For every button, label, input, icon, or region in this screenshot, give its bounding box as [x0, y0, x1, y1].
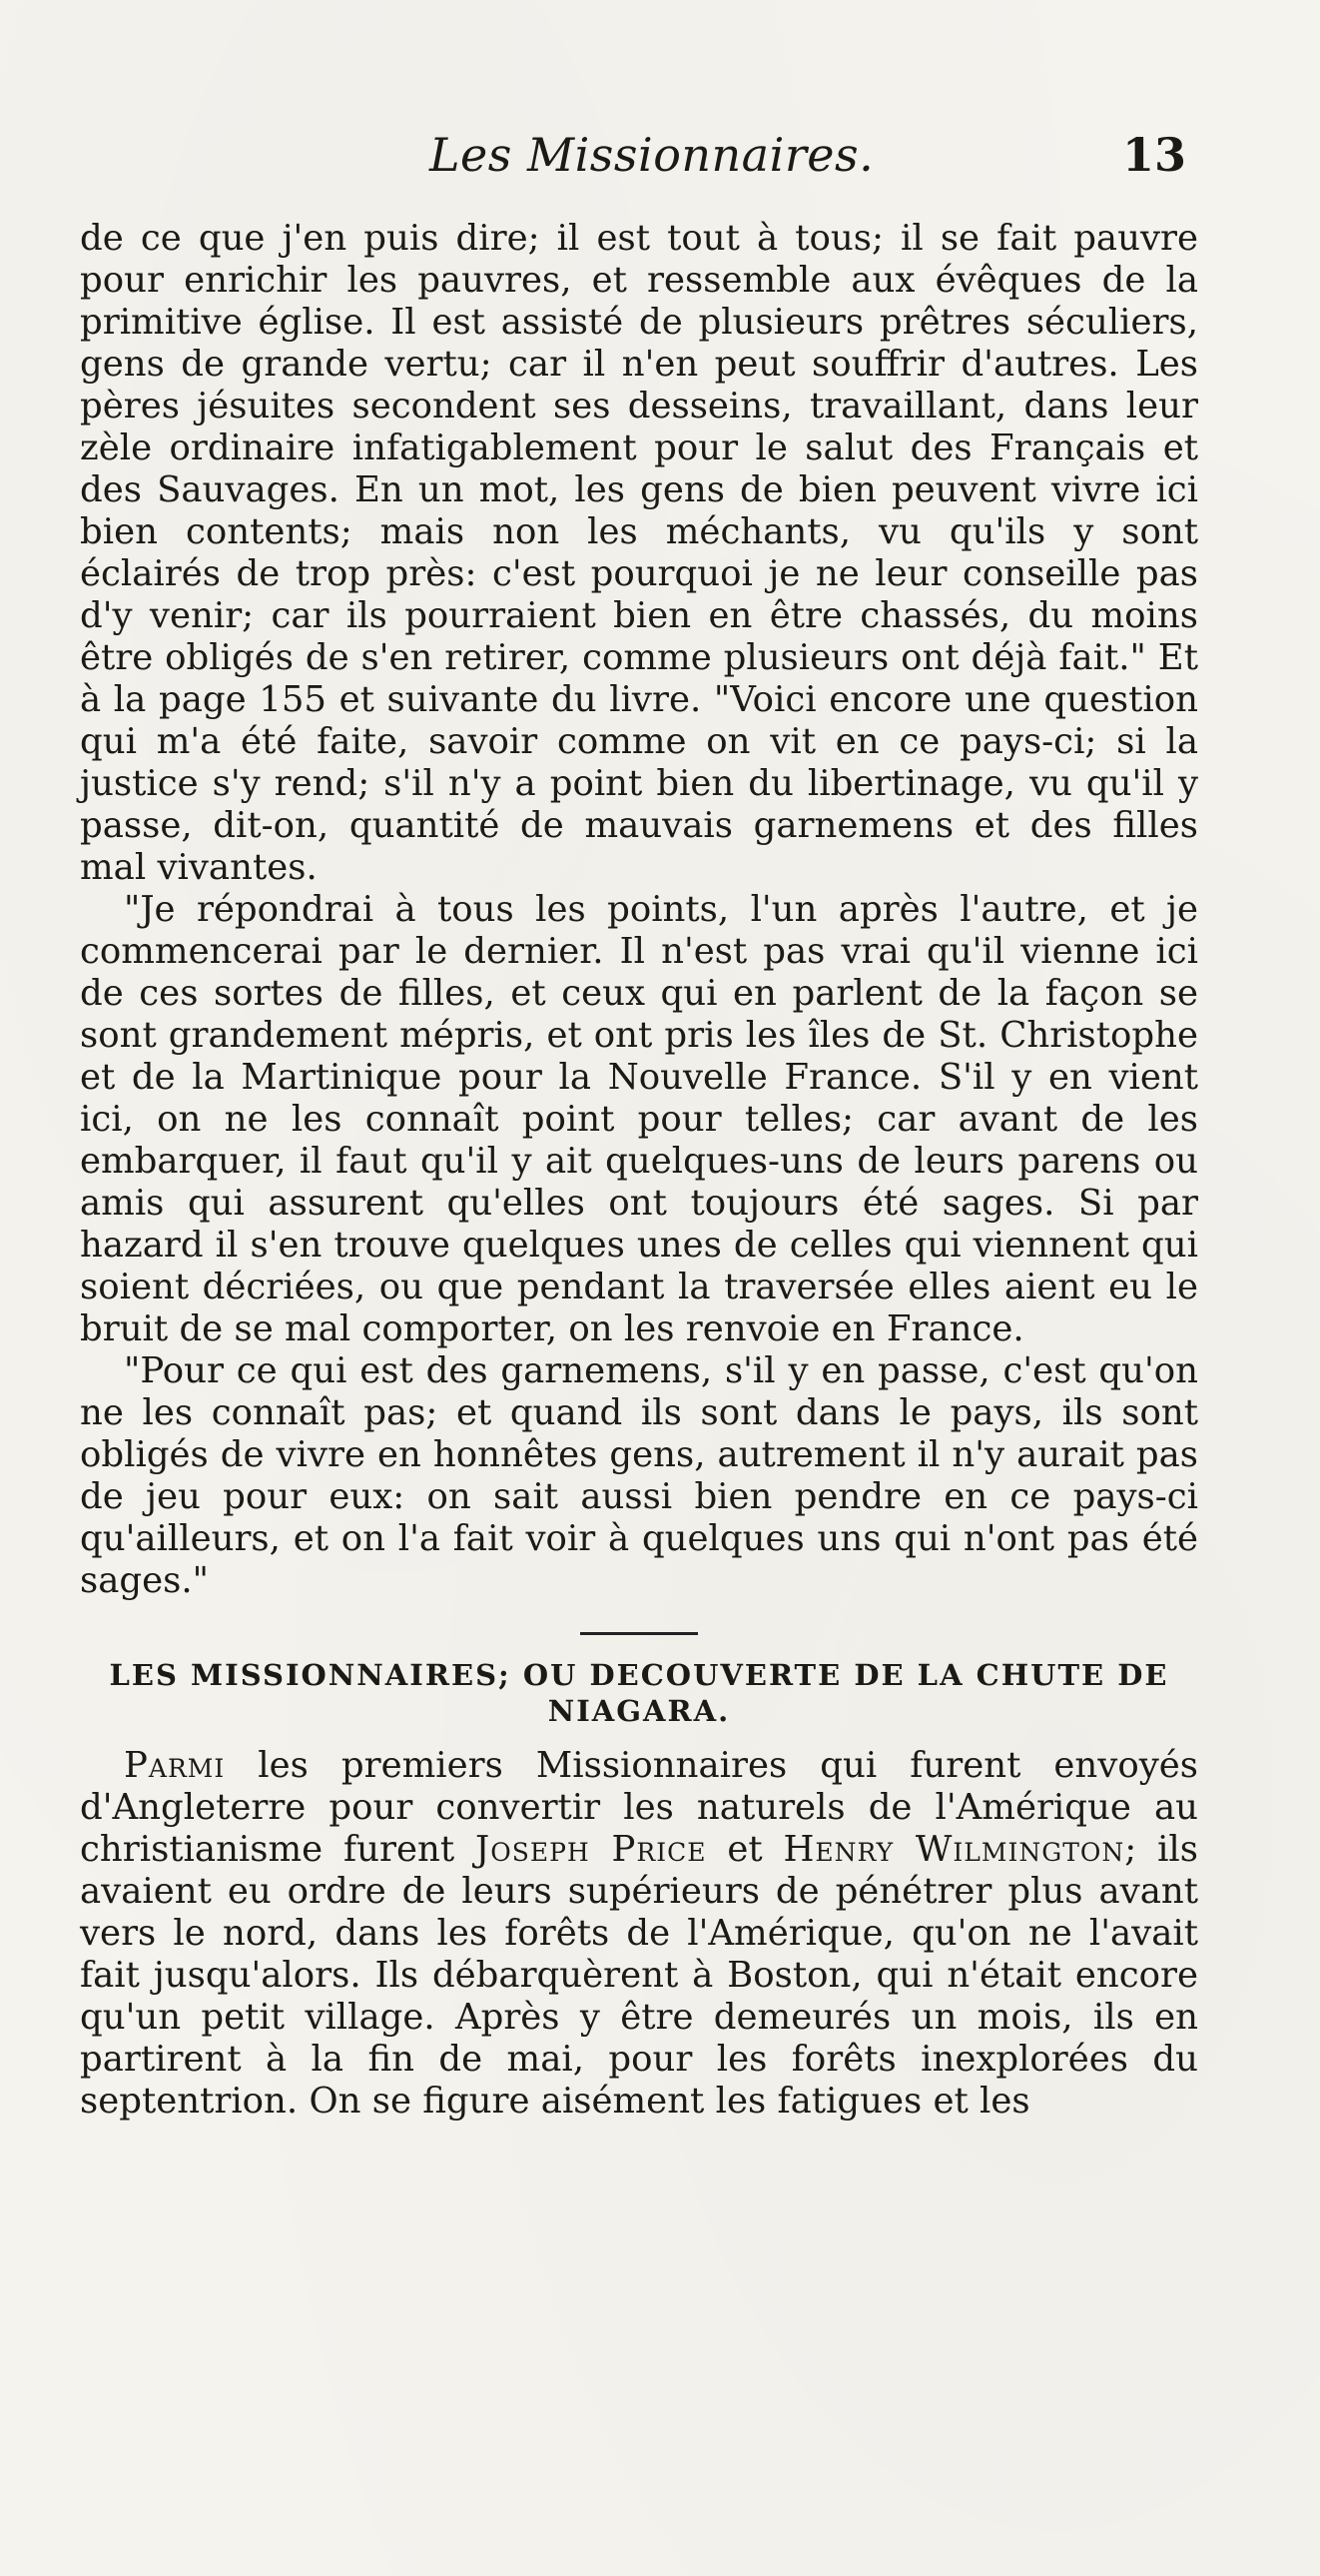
- person-name-price: Joseph Price: [474, 1829, 707, 1870]
- paragraph-3: "Pour ce qui est des garnemens, s'il y en passe, c'est qu'on ne les connaît pas; et quand ils sont dans le pays, ils sont obligés de vivre en honnêtes gens, autrement il n'y aurait pas de jeu pour eux: on sait aussi bien pendre en ce pays-ci qu'ailleurs, et on l'a fait voir à quelques uns qui n'ont pas été sages.": [80, 1350, 1198, 1601]
- page-number: 13: [1122, 128, 1187, 182]
- section-text-intro: les premiers Missionnaires qui furent envoyés d'Angleterre pour convertir les naturels de l'Amérique au christianisme furent: [80, 1745, 1198, 1870]
- person-name-wilmington: Henry Wilmington: [783, 1829, 1125, 1870]
- paragraph-2: "Je répondrai à tous les points, l'un après l'autre, et je commencerai par le dernier. Il n'est pas vrai qu'il vienne ici de ces sortes de filles, et ceux qui en parlent de la façon se sont grandement mépris, et ont pris les îles de St. Christophe et de la Martinique pour la Nouvelle France. S'il y en vient ici, on ne les connaît point pour telles; car avant de les embarquer, il faut qu'il y ait quelques-uns de leurs parens ou amis qui assurent qu'elles ont toujours été sages. Si par hazard il s'en trouve quelques unes de celles qui viennent qui soient décriées, ou que pendant la traversée elles aient eu le bruit de se mal comporter, on les renvoie en France.: [80, 889, 1198, 1349]
- section-title: LES MISSIONNAIRES; OU DECOUVERTE DE LA CHUTE DE NIAGARA.: [109, 1658, 1169, 1728]
- section-divider: [580, 1632, 698, 1635]
- section-text-conjunction: et: [706, 1829, 784, 1870]
- body-text: [80, 218, 1198, 2123]
- section-text-body: ; ils avaient eu ordre de leurs supérieurs de pénétrer plus avant vers le nord, dans les forêts de l'Amérique, qu'on ne l'avait fait jusqu'alors. Ils débarquèrent à Boston, qui n'était encore qu'un petit village. Après y être demeurés un mois, ils en partirent à la fin de mai, pour les forêts inexplorées du septentrion. On se figure aisément les fatigues et les: [80, 1829, 1198, 2122]
- section-paragraph: [80, 1745, 1198, 2123]
- running-head: [0, 128, 1320, 198]
- running-title: Les Missionnaires.: [429, 128, 875, 182]
- paragraph-1: de ce que j'en puis dire; il est tout à tous; il se fait pauvre pour enrichir les pauvres, et ressemble aux évêques de la primitive église. Il est assisté de plusieurs prêtres séculiers, gens de grande vertu; car il n'en peut souffrir d'autres. Les pères jésuites secondent ses desseins, travaillant, dans leur zèle ordinaire infatigablement pour le salut des Français et des Sauvages. En un mot, les gens de bien peuvent vivre ici bien contents; mais non les méchants, vu qu'ils y sont éclairés de trop près: c'est pourquoi je ne leur conseille pas d'y venir; car ils pourraient bien en être chassés, du moins être obligés de s'en retirer, comme plusieurs ont déjà fait." Et à la page 155 et suivante du livre. "Voici encore une question qui m'a été faite, savoir comme on vit en ce pays-ci; si la justice s'y rend; s'il n'y a point bien du libertinage, vu qu'il y passe, dit-on, quantité de mauvais garnemens et des filles mal vivantes.: [80, 218, 1198, 888]
- opening-word: Parmi: [124, 1745, 226, 1786]
